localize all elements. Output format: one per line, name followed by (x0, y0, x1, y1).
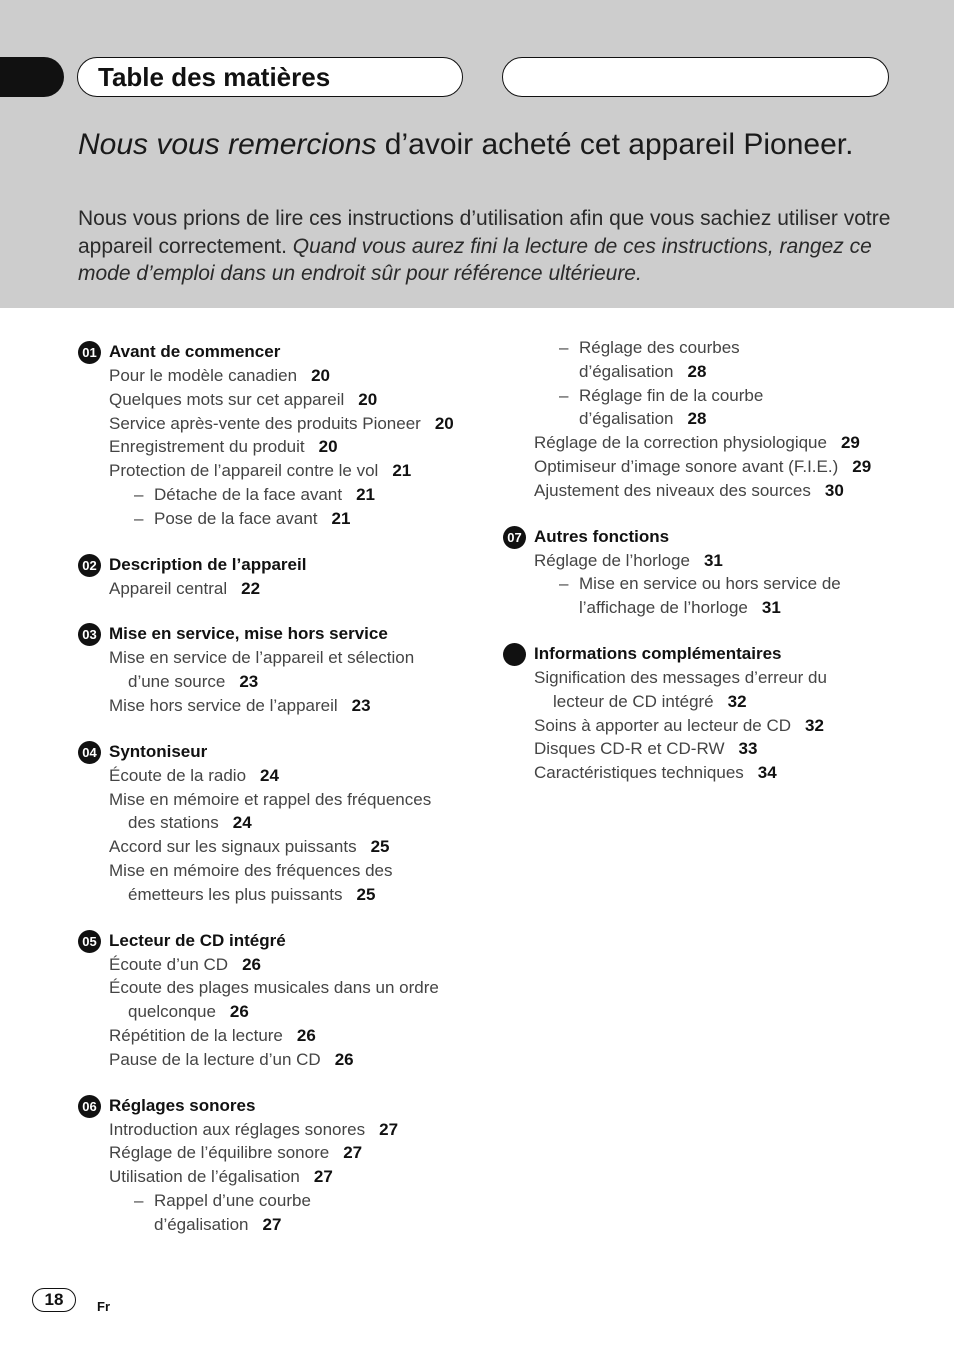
section-heading (78, 1094, 508, 1118)
dash-marker: – (134, 1190, 144, 1210)
entry-text: Réglage de l’équilibre sonore (109, 1143, 330, 1163)
toc-entry[interactable] (503, 714, 933, 738)
toc-section (78, 622, 508, 717)
entry-text: Accord sur les signaux puissants (109, 837, 357, 857)
dash-marker: – (559, 338, 569, 357)
page-ref: 28 (687, 409, 707, 429)
page-ref: 31 (761, 598, 781, 618)
toc-entry[interactable] (78, 1024, 508, 1048)
page-ref: 20 (358, 389, 378, 409)
entry-line (134, 1189, 508, 1213)
entry-line (559, 407, 933, 431)
entry-text: l’affichage de l’horloge (579, 598, 748, 618)
entry-line (534, 431, 933, 455)
entry-line (109, 694, 508, 718)
toc-subentry[interactable] (503, 384, 933, 432)
page-ref: 26 (296, 1025, 316, 1045)
entry-line (109, 459, 508, 483)
entry-line (109, 976, 508, 1000)
entry-text: Rappel d’une courbe (154, 1190, 311, 1210)
toc-entry[interactable] (503, 761, 933, 785)
headline (78, 128, 878, 162)
entry-line (109, 670, 508, 694)
entry-line (559, 336, 933, 360)
toc-subentry[interactable] (503, 572, 933, 620)
entry-line (109, 435, 508, 459)
entry-text: Protection de l’appareil contre le vol (109, 461, 379, 481)
entry-text: Mise en service de l’appareil et sélection (109, 648, 415, 668)
chapter-badge-icon: 03 (78, 623, 101, 646)
entry-line (534, 455, 933, 479)
entry-text: d’égalisation (154, 1214, 249, 1234)
entry-text: Mise en mémoire et rappel des fréquences (109, 789, 432, 809)
chapter-badge-icon: 01 (78, 341, 101, 364)
entry-text: Soins à apporter au lecteur de CD (534, 715, 792, 735)
chapter-badge-icon: 06 (78, 1095, 101, 1118)
entry-line (134, 507, 508, 531)
section-heading (78, 553, 508, 577)
page-ref: 28 (687, 361, 707, 381)
section-heading (78, 929, 508, 953)
entry-text: émetteurs les plus puissants (128, 884, 343, 904)
section-heading-text: Mise en service, mise hors service (109, 624, 388, 644)
page-ref: 22 (241, 578, 261, 598)
toc-section (503, 525, 933, 620)
entry-line (109, 388, 508, 412)
toc-section (78, 740, 508, 907)
entry-text: Réglage de l’horloge (534, 550, 690, 570)
entry-text: Réglage des courbes (579, 338, 740, 357)
entry-line (534, 714, 933, 738)
toc-entry[interactable] (78, 412, 508, 436)
toc-section (78, 340, 508, 531)
page-ref: 20 (318, 437, 338, 457)
page-ref: 26 (242, 954, 261, 974)
toc-subentry[interactable] (503, 336, 933, 384)
page-ref: 32 (805, 715, 824, 735)
section-title: Table des matières (98, 62, 331, 92)
entry-line (109, 1141, 508, 1165)
toc-entry[interactable] (78, 976, 508, 1024)
section-heading-text: Lecteur de CD intégré (109, 930, 286, 950)
page-ref: 27 (343, 1143, 363, 1163)
toc-entry[interactable] (78, 435, 508, 459)
entry-text: Enregistrement du produit (109, 437, 305, 457)
entry-text: Écoute d’un CD (109, 954, 229, 974)
entry-text: Mise en service ou hors service de (579, 574, 841, 594)
toc-entry[interactable] (78, 1048, 508, 1072)
headline-rest: d’avoir acheté cet appareil Pioneer. (376, 128, 854, 161)
headline-italic: Nous vous remercions (78, 128, 377, 161)
entry-text: Pose de la face avant (154, 508, 318, 528)
entry-text: Mise en mémoire des fréquences des (109, 860, 393, 880)
entry-line (109, 646, 508, 670)
toc-subentry[interactable] (78, 483, 508, 507)
entry-line (559, 572, 933, 596)
entry-line (559, 360, 933, 384)
page-ref: 26 (229, 1002, 249, 1022)
entry-line (134, 1213, 508, 1237)
entry-line (109, 1000, 508, 1024)
entry-text: d’égalisation (579, 361, 674, 381)
page-number: 18 (32, 1288, 76, 1312)
section-heading-text: Description de l’appareil (109, 554, 307, 574)
entry-text: Répétition de la lecture (109, 1025, 283, 1045)
entry-line (534, 737, 933, 761)
toc-entry[interactable] (78, 788, 508, 836)
section-tab-marker (0, 57, 64, 97)
section-heading (78, 622, 508, 646)
chapter-badge-icon: 07 (503, 526, 526, 549)
entry-text: Pour le modèle canadien (109, 366, 298, 385)
empty-title-box (502, 57, 889, 97)
entry-text: Réglage de la correction physiologique (534, 433, 827, 453)
page-ref: 20 (311, 366, 330, 385)
toc-entry[interactable] (78, 764, 508, 788)
entry-text: Mise hors service de l’appareil (109, 695, 338, 715)
page-ref: 27 (313, 1167, 333, 1187)
toc-section (78, 553, 508, 601)
entry-line (109, 1048, 508, 1072)
toc-section (503, 336, 933, 503)
toc-section (78, 1094, 508, 1237)
section-heading-text: Avant de commencer (109, 342, 281, 361)
toc-entry[interactable] (78, 1165, 508, 1189)
entry-line (109, 883, 508, 907)
section-heading-text: Réglages sonores (109, 1095, 256, 1115)
chapter-badge-icon: 05 (78, 930, 101, 953)
intro-paragraph (78, 205, 898, 288)
toc-entry[interactable] (503, 666, 933, 714)
toc-entry[interactable] (78, 577, 508, 601)
section-heading (503, 642, 933, 666)
page-ref: 24 (232, 813, 252, 833)
toc-entry[interactable] (503, 455, 933, 479)
section-title-box (77, 57, 463, 97)
section-heading (78, 740, 508, 764)
dash-marker: – (559, 574, 569, 594)
page-ref: 31 (703, 550, 723, 570)
entry-text: Caractéristiques techniques (534, 763, 744, 783)
toc-right-column (503, 336, 933, 807)
chapter-badge-icon: 02 (78, 554, 101, 577)
page-ref: 21 (331, 508, 351, 528)
entry-line (534, 666, 933, 690)
entry-text: Réglage fin de la courbe (579, 385, 764, 405)
page-ref: 26 (334, 1049, 354, 1069)
page-ref: 29 (840, 433, 860, 453)
section-heading-text: Autres fonctions (534, 526, 670, 546)
page-ref: 23 (239, 672, 259, 692)
entry-line (109, 577, 508, 601)
entry-line (534, 761, 933, 785)
page-ref: 24 (260, 765, 279, 785)
entry-line (109, 1165, 508, 1189)
page-ref: 29 (852, 456, 872, 476)
toc-subentry[interactable] (78, 507, 508, 531)
page-ref: 32 (727, 691, 747, 711)
entry-text: lecteur de CD intégré (553, 691, 714, 711)
toc-subentry[interactable] (78, 1189, 508, 1237)
toc-entry[interactable] (503, 737, 933, 761)
entry-line (134, 483, 508, 507)
entry-text: Optimiseur d’image sonore avant (F.I.E.) (534, 456, 839, 476)
chapter-badge-icon (503, 643, 526, 666)
toc-entry[interactable] (78, 364, 508, 388)
entry-line (109, 1024, 508, 1048)
toc-left-column (78, 340, 508, 1259)
entry-line (534, 549, 933, 573)
page-ref: 27 (262, 1214, 282, 1234)
page-ref: 27 (379, 1119, 399, 1139)
entry-line (109, 764, 508, 788)
entry-text: d’une source (128, 672, 226, 692)
intro-plain: Nous vous prions de lire ces instructions d’utilisation afin que vous sachiez utiliser votre appareil correctement. (78, 207, 891, 258)
entry-text: d’égalisation (579, 409, 674, 429)
section-heading (503, 525, 933, 549)
entry-text: Signification des messages d’erreur du (534, 667, 827, 687)
entry-line (559, 384, 933, 408)
entry-line (559, 596, 933, 620)
section-heading-text: Informations complémentaires (534, 643, 782, 663)
entry-line (109, 811, 508, 835)
toc-section (503, 642, 933, 785)
toc-entry[interactable] (78, 953, 508, 977)
entry-line (109, 835, 508, 859)
page-ref: 30 (824, 480, 844, 500)
toc-entry[interactable] (503, 479, 933, 503)
entry-text: Service après-vente des produits Pioneer (109, 413, 421, 433)
language-code: Fr (97, 1299, 110, 1314)
entry-text: Appareil central (109, 578, 228, 598)
page-ref: 25 (370, 837, 390, 857)
toc-entry[interactable] (503, 549, 933, 573)
intro-italic: Quand vous aurez fini la lecture de ces instructions, rangez ce mode d’emploi dans un endroit sûr pour référence ultérieure. (78, 234, 872, 285)
chapter-badge-icon: 04 (78, 741, 101, 764)
dash-marker: – (134, 484, 144, 504)
page-ref: 20 (434, 413, 454, 433)
entry-line (534, 690, 933, 714)
entry-text: Pause de la lecture d’un CD (109, 1049, 321, 1069)
entry-text: Ajustement des niveaux des sources (534, 480, 811, 500)
toc-entry[interactable] (78, 459, 508, 483)
entry-line (534, 479, 933, 503)
entry-text: quelconque (128, 1002, 216, 1022)
toc-entry[interactable] (78, 1141, 508, 1165)
section-heading-text: Syntoniseur (109, 741, 208, 761)
page-ref: 33 (738, 739, 758, 759)
page-ref: 21 (392, 461, 412, 481)
entry-text: des stations (128, 813, 219, 833)
entry-line (109, 412, 508, 436)
toc-entry[interactable] (78, 646, 508, 694)
entry-text: Utilisation de l’égalisation (109, 1167, 300, 1187)
toc-entry[interactable] (78, 859, 508, 907)
page-ref: 34 (757, 763, 777, 783)
entry-text: Écoute des plages musicales dans un ordre (109, 978, 439, 998)
toc-entry[interactable] (78, 1118, 508, 1142)
entry-line (109, 1118, 508, 1142)
entry-text: Écoute de la radio (109, 765, 247, 785)
entry-text: Détache de la face avant (154, 484, 343, 504)
dash-marker: – (559, 385, 569, 405)
page-ref: 25 (356, 884, 376, 904)
entry-line (109, 364, 508, 388)
section-heading (78, 340, 508, 364)
toc-section (78, 929, 508, 1072)
toc-entry[interactable] (78, 694, 508, 718)
toc-entry[interactable] (78, 835, 508, 859)
entry-text: Disques CD-R et CD-RW (534, 739, 725, 759)
page-ref: 23 (351, 695, 371, 715)
entry-text: Quelques mots sur cet appareil (109, 389, 345, 409)
page-ref: 21 (356, 484, 375, 504)
entry-text: Introduction aux réglages sonores (109, 1119, 366, 1139)
toc-entry[interactable] (503, 431, 933, 455)
toc-entry[interactable] (78, 388, 508, 412)
entry-line (109, 953, 508, 977)
entry-line (109, 788, 508, 812)
entry-line (109, 859, 508, 883)
dash-marker: – (134, 508, 144, 528)
